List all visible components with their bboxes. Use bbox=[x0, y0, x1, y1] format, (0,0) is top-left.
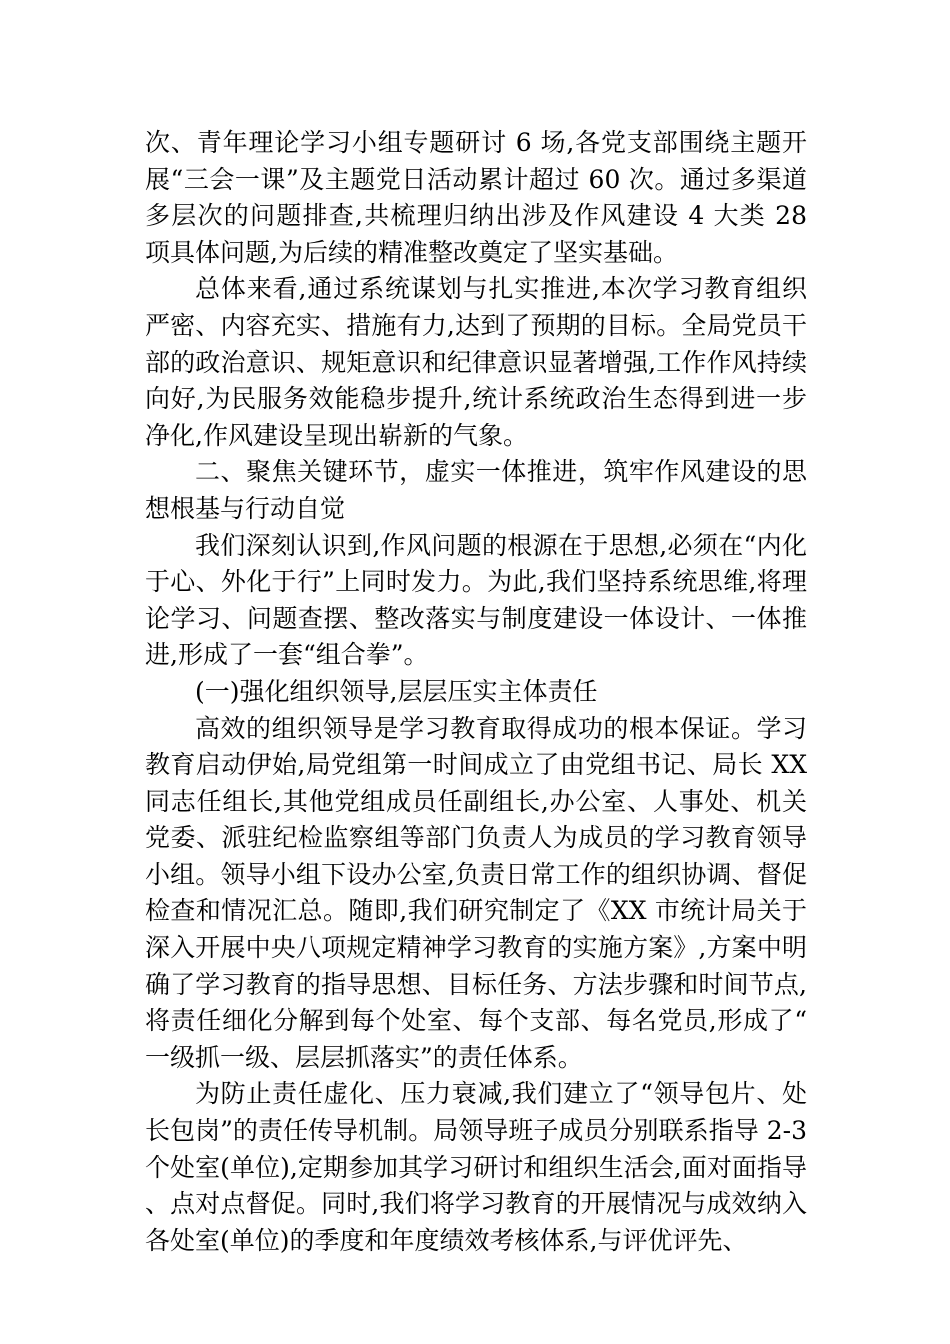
paragraph-summary: 总体来看,通过系统谋划与扎实推进,本次学习教育组织严密、内容充实、措施有力,达到了预期的目标。全局党员干部的政治意识、规矩意识和纪律意识显著增强,工作作风持续向好,为民服务效能稳步提升,统计系统政治生态得到进一步净化,作风建设呈现出崭新的气象。 bbox=[145, 274, 807, 450]
paragraph-leadership: 高效的组织领导是学习教育取得成功的根本保证。学习教育启动伊始,局党组第一时间成立了由党组书记、局长 XX 同志任组长,其他党组成员任副组长,办公室、人事处、机关党委、派驻纪检监察组等部门负责人为成员的学习教育领导小组。领导小组下设办公室,负责日常工作的组织协调、督促检查和情况汇总。随即,我们研究制定了《XX 市统计局关于深入开展中央八项规定精神学习教育的实施方案》,方案中明确了学习教育的指导思想、目标任务、方法步骤和时间节点,将责任细化分解到每个处室、每个支部、每名党员,形成了“一级抓一级、层层抓落实”的责任体系。 bbox=[145, 713, 807, 1072]
paragraph-intro: 我们深刻认识到,作风问题的根源在于思想,必须在“内化于心、外化于行”上同时发力。为此,我们坚持系统思维,将理论学习、问题查摆、整改落实与制度建设一体设计、一体推进,形成了一套“组合拳”。 bbox=[145, 530, 807, 670]
document-body bbox=[145, 125, 807, 1259]
paragraph-responsibility: 为防止责任虚化、压力衰减,我们建立了“领导包片、处长包岗”的责任传导机制。局领导班子成员分别联系指导 2-3 个处室(单位),定期参加其学习研讨和组织生活会,面对面指导、点对点督促。同时,我们将学习教育的开展情况与成效纳入各处室(单位)的季度和年度绩效考核体系,与评优评先、 bbox=[145, 1079, 807, 1255]
subsection-heading-1: (一)强化组织领导,层层压实主体责任 bbox=[195, 676, 598, 706]
section-heading-2: 二、聚焦关键环节，虚实一体推进，筑牢作风建设的思想根基与行动自觉 bbox=[145, 457, 807, 523]
paragraph-continuation: 次、青年理论学习小组专题研讨 6 场,各党支部围绕主题开展“三会一课”及主题党日活动累计超过 60 次。通过多渠道多层次的问题排查,共梳理归纳出涉及作风建设 4 大类 28 项具体问题,为后续的精准整改奠定了坚实基础。 bbox=[145, 128, 807, 267]
